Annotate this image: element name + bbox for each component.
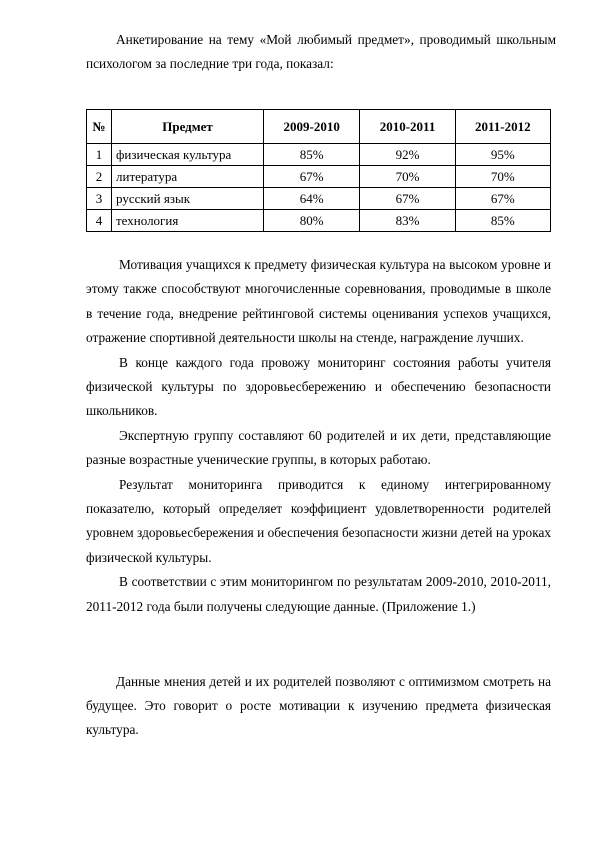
row-value-2011-2012: 85% bbox=[455, 210, 550, 232]
paragraph-expert-group: Экспертную группу составляют 60 родителей и их дети, представляющие разные возрастные ученические группы, в которых работаю. bbox=[86, 427, 551, 468]
header-year-2010-2011: 2010-2011 bbox=[360, 110, 455, 144]
intro-paragraph: Анкетирование на тему «Мой любимый предмет», проводимый школьным психологом за последние три года, показал: bbox=[86, 32, 556, 71]
table-row bbox=[87, 166, 551, 188]
row-value-2011-2012: 67% bbox=[455, 188, 550, 210]
table-header-row bbox=[87, 110, 551, 144]
closing-paragraph: Данные мнения детей и их родителей позволяют с оптимизмом смотреть на будущее. Это говорит о росте мотивации к изучению предмета физическая культура. bbox=[86, 674, 551, 737]
paragraph-result: Результат мониторинга приводится к единому интегрированному показателю, который определяет коэффициент удовлетворенности родителей уровнем здоровьесбережения и обеспечения безопасности жизни детей на уроках физической культуры. bbox=[86, 476, 551, 565]
header-year-2011-2012: 2011-2012 bbox=[455, 110, 550, 144]
row-number: 4 bbox=[87, 210, 112, 232]
row-subject: литература bbox=[112, 166, 264, 188]
row-value-2010-2011: 83% bbox=[360, 210, 455, 232]
paragraph-data-obtained: В соответствии с этим мониторингом по результатам 2009-2010, 2010-2011, 2011-2012 года были получены следующие данные. (Приложение 1.) bbox=[86, 574, 551, 614]
survey-results-table bbox=[86, 109, 551, 232]
row-value-2009-2010: 64% bbox=[264, 188, 360, 210]
row-value-2009-2010: 85% bbox=[264, 144, 360, 166]
row-value-2009-2010: 80% bbox=[264, 210, 360, 232]
row-value-2010-2011: 70% bbox=[360, 166, 455, 188]
row-number: 1 bbox=[87, 144, 112, 166]
row-subject: технология bbox=[112, 210, 264, 232]
paragraph-monitoring: В конце каждого года провожу мониторинг состояния работы учителя физической культуры по здоровьесбережению и обеспечению безопасности школьников. bbox=[86, 354, 551, 419]
row-subject: русский язык bbox=[112, 188, 264, 210]
table-row bbox=[87, 210, 551, 232]
header-subject: Предмет bbox=[112, 110, 264, 144]
row-value-2011-2012: 95% bbox=[455, 144, 550, 166]
row-value-2009-2010: 67% bbox=[264, 166, 360, 188]
table-row bbox=[87, 188, 551, 210]
header-year-2009-2010: 2009-2010 bbox=[264, 110, 360, 144]
row-subject: физическая культура bbox=[112, 144, 264, 166]
body-text bbox=[86, 253, 551, 619]
header-number: № bbox=[87, 110, 112, 144]
table-row bbox=[87, 144, 551, 166]
row-number: 2 bbox=[87, 166, 112, 188]
row-number: 3 bbox=[87, 188, 112, 210]
row-value-2011-2012: 70% bbox=[455, 166, 550, 188]
row-value-2010-2011: 92% bbox=[360, 144, 455, 166]
row-value-2010-2011: 67% bbox=[360, 188, 455, 210]
paragraph-motivation: Мотивация учащихся к предмету физическая культура на высоком уровне и этому также способствуют многочисленные соревнования, проводимые в школе в течение года, внедрение рейтинговой системы оценивания успехов учащихся, отражение спортивной деятельности школы на стенде, награждение лучших. bbox=[86, 257, 551, 346]
